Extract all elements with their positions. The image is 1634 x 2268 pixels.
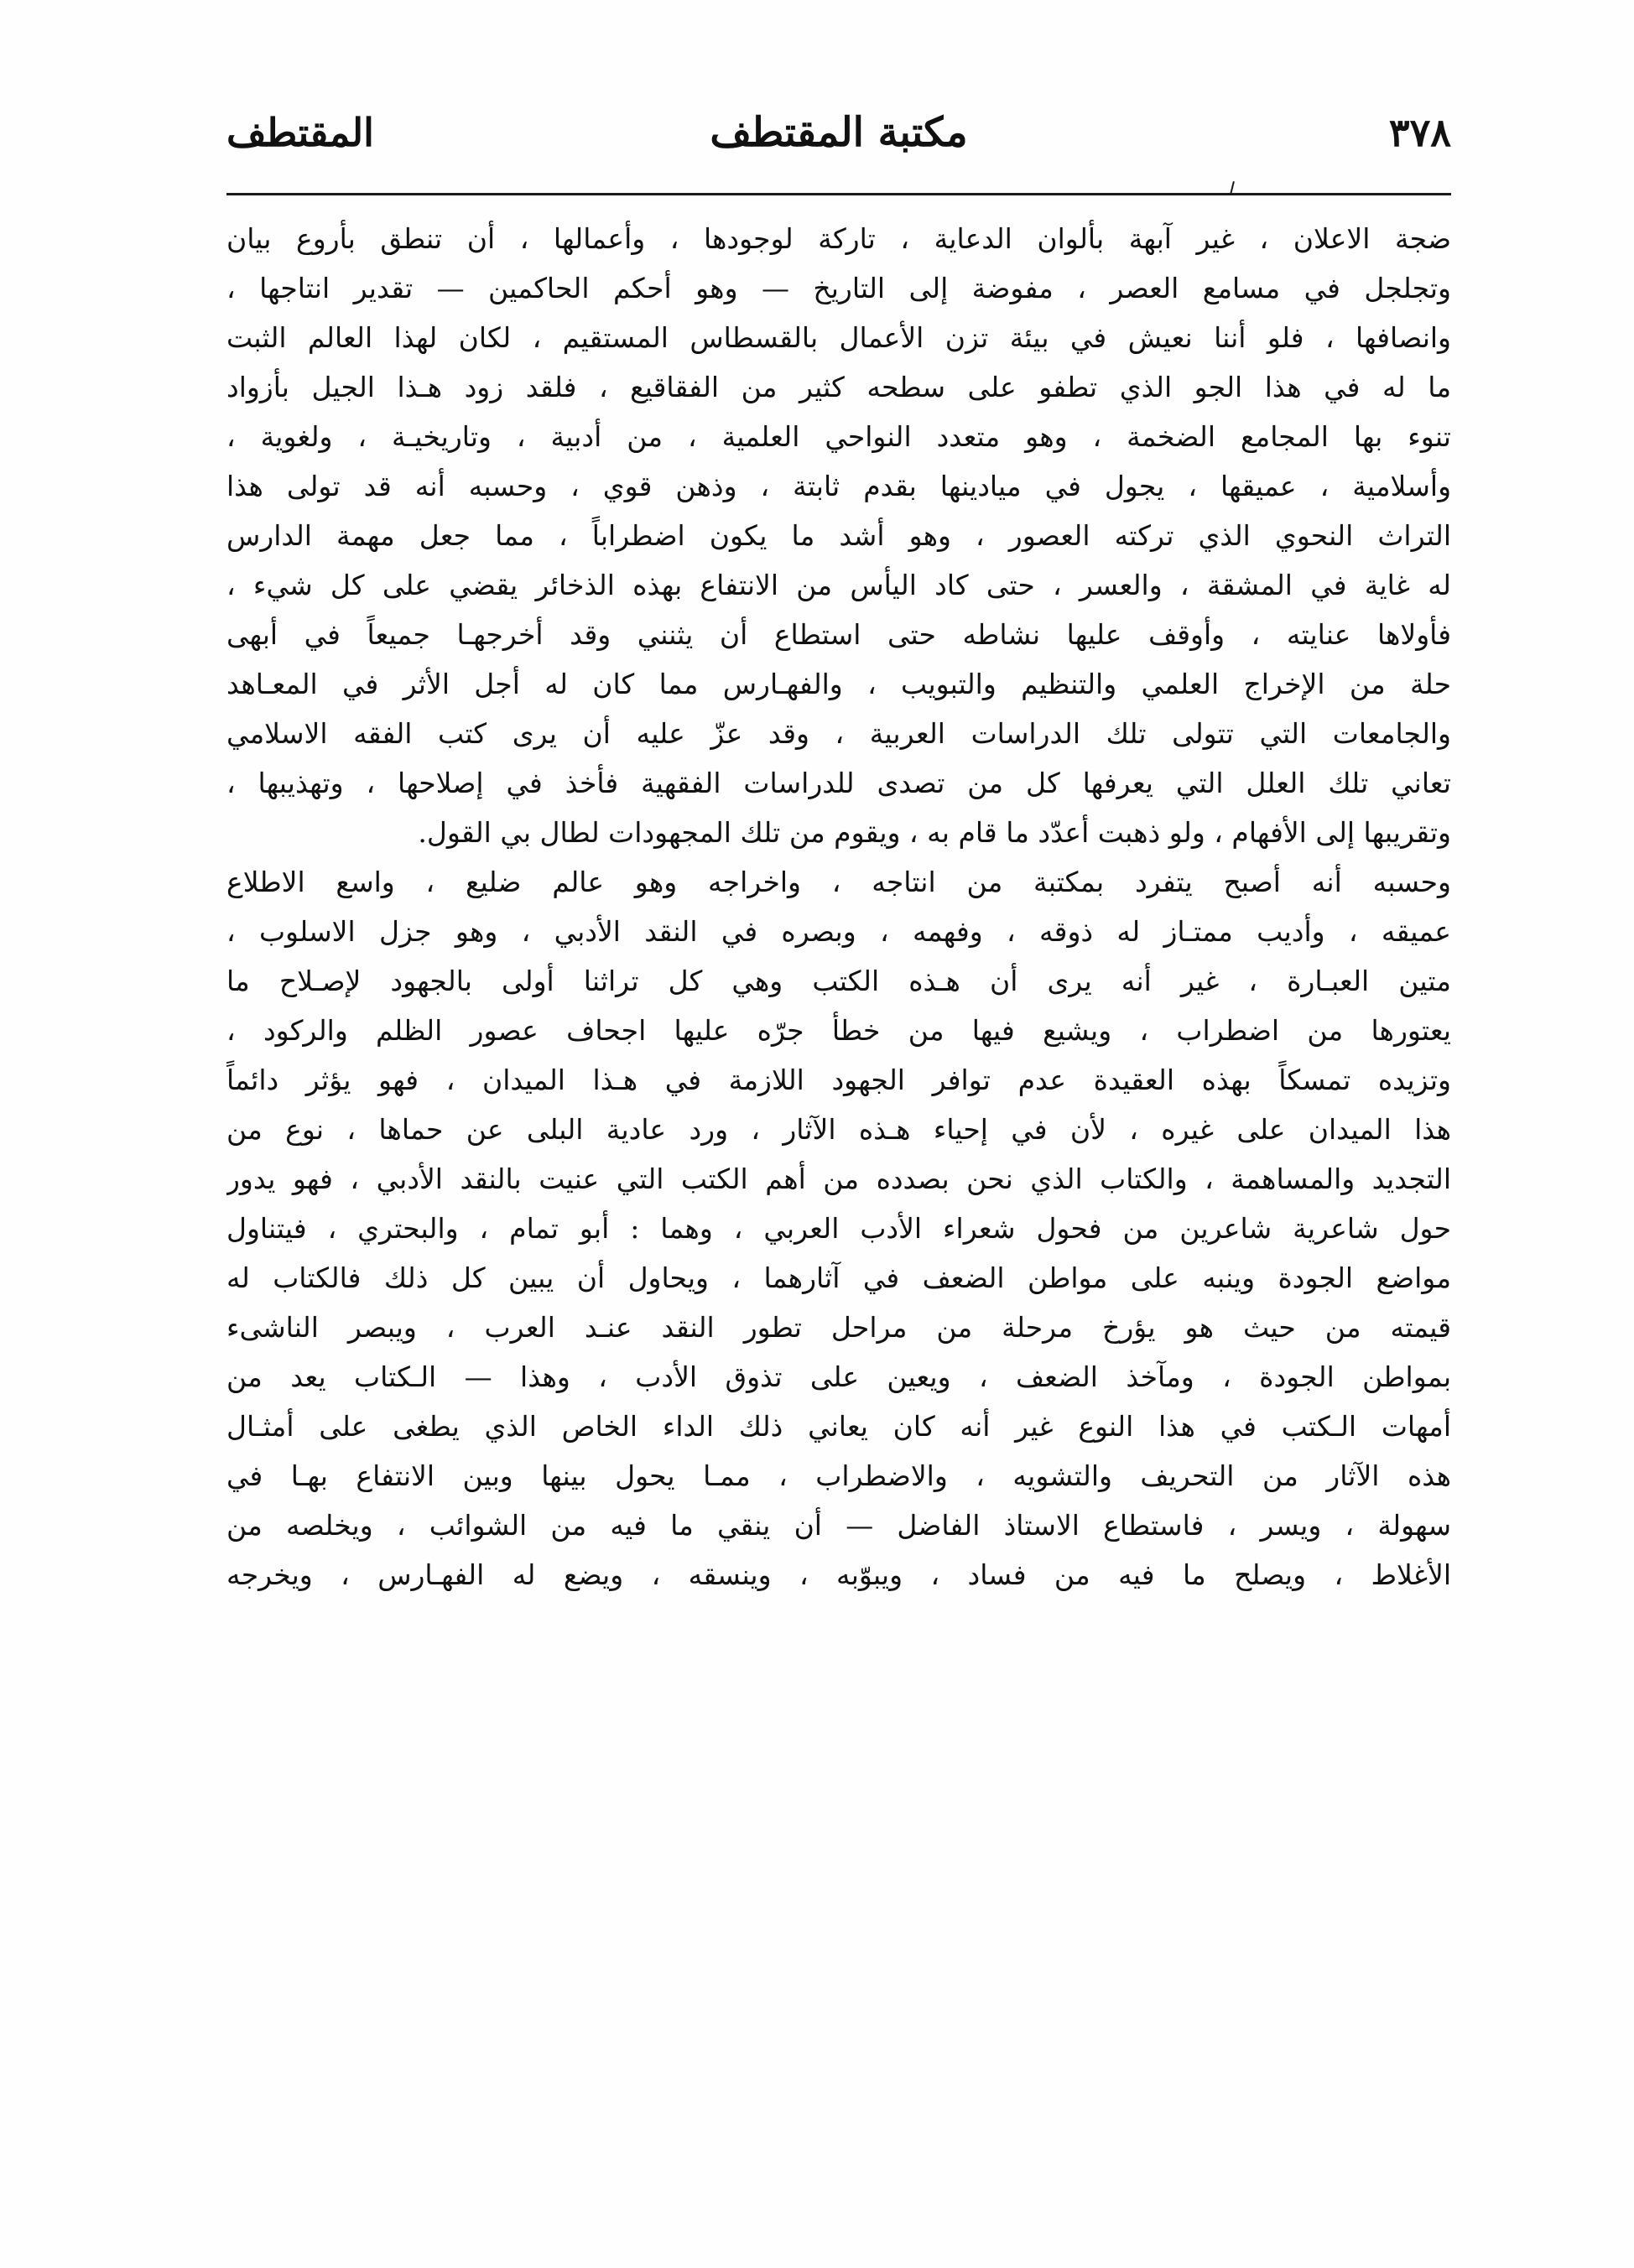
text-line: يعتورها من اضطراب ، ويشيع فيها من خطأ جرّه عليها اجحاف عصور الظلم والركود ، xyxy=(226,1014,1451,1047)
text-line: عميقه ، وأديب ممتـاز له ذوقه ، وفهمه ، وبصره في النقد الأدبي ، وهو جزل الاسلوب ، xyxy=(226,915,1451,948)
text-line: وحسبه أنه أصبح يتفرد بمكتبة من انتاجه ، واخراجه وهو عالم ضليع ، واسع الاطلاع xyxy=(226,866,1451,898)
text-line: حلة من الإخراج العلمي والتنظيم والتبويب ، والفهـارس مما كان له أجل الأثر في المعـاهد xyxy=(226,668,1451,700)
text-line: تعاني تلك العلل التي يعرفها كل من تصدى للدراسات الفقهية فأخذ في إصلاحها ، وتهذيبها ، xyxy=(226,767,1451,799)
header-rule xyxy=(226,193,1451,195)
text-line: هذا الميدان على غيره ، لأن في إحياء هـذه الآثار ، ورد عادية البلى عن حماها ، نوع من xyxy=(226,1113,1451,1146)
text-line: هذه الآثار من التحريف والتشويه ، والاضطراب ، ممـا يحول بينها وبين الانتفاع بهـا في xyxy=(226,1459,1451,1492)
text-line: وأسلامية ، عميقها ، يجول في ميادينها بقدم ثابتة ، وذهن قوي ، وحسبه أنه قد تولى هذا xyxy=(226,470,1451,502)
journal-name: المقتطف xyxy=(226,110,374,155)
text-line: وتقريبها إلى الأفهام ، ولو ذهبت أعدّد ما قام به ، ويقوم من تلك المجهودات لطال بي القول. xyxy=(418,816,1451,849)
text-line: ما له في هذا الجو الذي تطفو على سطحه كثير من الفقاقيع ، فلقد زود هـذا الجيل بأزواد xyxy=(226,371,1451,403)
page-number: ٣٧٨ xyxy=(1388,110,1451,155)
text-line: قيمته من حيث هو يؤرخ مرحلة من مراحل تطور النقد عنـد العرب ، ويبصر الناشىء xyxy=(226,1311,1451,1344)
text-line: وتزيده تمسكاً بهذه العقيدة عدم توافر الجهود اللازمة في هـذا الميدان ، فهو يؤثر دائماً xyxy=(226,1064,1451,1096)
text-line: بمواطن الجودة ، ومآخذ الضعف ، ويعين على تذوق الأدب ، وهذا — الـكتاب يعد من xyxy=(226,1360,1451,1393)
text-line: مواضع الجودة وينبه على مواطن الضعف في آثارهما ، ويحاول أن يبين كل ذلك فالكتاب له xyxy=(226,1261,1451,1294)
text-line: فأولاها عنايته ، وأوقف عليها نشاطه حتى استطاع أن يثنني وقد أخرجهـا جميعاً في أبهى xyxy=(226,618,1451,651)
text-line: وانصافها ، فلو أننا نعيش في بيئة تزن الأعمال بالقسطاس المستقيم ، لكان لهذا العالم الثبت xyxy=(226,321,1451,354)
text-line: تنوء بها المجامع الضخمة ، وهو متعدد النواحي العلمية ، من أدبية ، وتاريخيـة ، ولغوية ، xyxy=(226,420,1451,453)
text-line: له غاية في المشقة ، والعسر ، حتى كاد اليأس من الانتفاع بهذه الذخائر يقضي على كل شيء ، xyxy=(226,569,1451,601)
running-title: مكتبة المقتطف xyxy=(710,109,968,156)
text-line: وتجلجل في مسامع العصر ، مفوضة إلى التاريخ — وهو أحكم الحاكمين — تقدير انتاجها ، xyxy=(226,272,1451,304)
body-text xyxy=(226,214,1451,2193)
text-line: الأغلاط ، ويصلح ما فيه من فساد ، ويبوّبه ، وينسقه ، ويضع له الفهـارس ، ويخرجه xyxy=(226,1558,1451,1591)
text-line: أمهات الـكتب في هذا النوع غير أنه كان يعاني ذلك الداء الخاص الذي يطغى على أمثـال xyxy=(226,1410,1451,1443)
text-line: التراث النحوي الذي تركته العصور ، وهو أشد ما يكون اضطراباً ، مما جعل مهمة الدارس xyxy=(226,519,1451,552)
text-line: والجامعات التي تتولى تلك الدراسات العربية ، وقد عزّ عليه أن يرى كتب الفقه الاسلامي xyxy=(226,717,1451,750)
text-line: متين العبـارة ، غير أنه يرى أن هـذه الكتب وهي كل تراثنا أولى بالجهود لإصـلاح ما xyxy=(226,965,1451,997)
page-header xyxy=(226,107,1451,166)
text-line: التجديد والمساهمة ، والكتاب الذي نحن بصدده من أهم الكتب التي عنيت بالنقد الأدبي ، فهو يدور xyxy=(226,1163,1451,1195)
text-line: حول شاعرية شاعرين من فحول شعراء الأدب العربي ، وهما : أبو تمام ، والبحتري ، فيتناول xyxy=(226,1212,1451,1245)
text-line: سهولة ، ويسر ، فاستطاع الاستاذ الفاضل — أن ينقي ما فيه من الشوائب ، ويخلصه من xyxy=(226,1509,1451,1542)
text-line: ضجة الاعلان ، غير آبهة بألوان الدعاية ، تاركة لوجودها ، وأعمالها ، أن تنطق بأروع بيان xyxy=(226,222,1451,255)
